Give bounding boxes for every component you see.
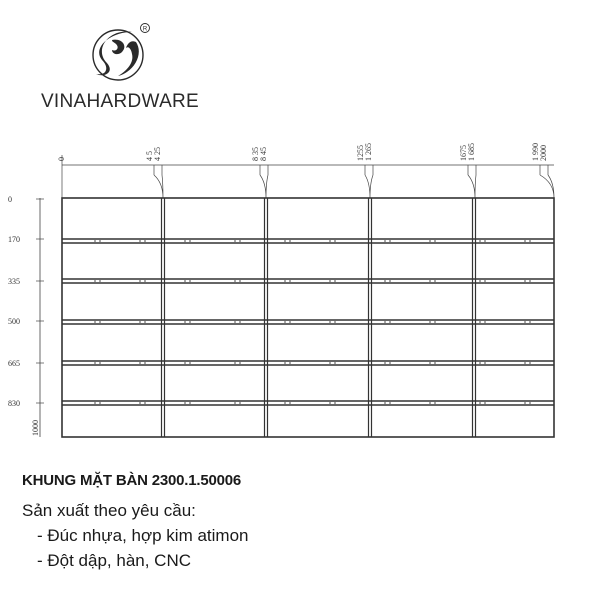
- rail-hole: [484, 402, 486, 404]
- svg-text:R: R: [142, 26, 148, 33]
- rail-hole: [334, 321, 336, 323]
- rail-hole: [389, 362, 391, 364]
- left-dimension-label: 335: [8, 277, 20, 286]
- rail-hole: [289, 402, 291, 404]
- rail-hole: [99, 362, 101, 364]
- rail-hole: [139, 240, 141, 242]
- rail-hole: [484, 280, 486, 282]
- rail-hole: [99, 321, 101, 323]
- rail-hole: [234, 321, 236, 323]
- rail-hole: [479, 362, 481, 364]
- top-dimension-label: 1 265: [364, 143, 373, 161]
- rail-hole: [529, 402, 531, 404]
- rail-hole: [139, 362, 141, 364]
- rail-hole: [144, 402, 146, 404]
- rail-hole: [389, 402, 391, 404]
- rail-hole: [234, 240, 236, 242]
- rail-hole: [189, 280, 191, 282]
- rail-hole: [234, 280, 236, 282]
- rail-hole: [524, 240, 526, 242]
- rail-hole: [184, 280, 186, 282]
- rail-hole: [289, 240, 291, 242]
- rail-hole: [384, 240, 386, 242]
- rail-hole: [94, 362, 96, 364]
- rail-hole: [429, 280, 431, 282]
- top-dimension-label: 1675: [459, 145, 468, 161]
- rail-hole: [144, 240, 146, 242]
- rail-hole: [429, 240, 431, 242]
- rail-hole: [334, 280, 336, 282]
- rail-hole: [189, 321, 191, 323]
- top-dimension-label: 0: [57, 157, 66, 161]
- rail-hole: [239, 280, 241, 282]
- rail-hole: [139, 402, 141, 404]
- rail-hole: [184, 321, 186, 323]
- top-dimension-label: 1 685: [467, 143, 476, 161]
- table-frame-drawing: [0, 125, 600, 455]
- rail-hole: [189, 402, 191, 404]
- top-dimension-label: 4 5: [145, 151, 154, 161]
- rail-hole: [384, 321, 386, 323]
- rail-hole: [284, 362, 286, 364]
- rail-hole: [144, 362, 146, 364]
- left-dimension-label: 170: [8, 235, 20, 244]
- dimension-leader: [468, 175, 476, 198]
- rail-hole: [529, 280, 531, 282]
- rail-hole: [189, 362, 191, 364]
- subtitle: Sản xuất theo yêu cầu:: [22, 501, 196, 520]
- rail-hole: [239, 362, 241, 364]
- top-dimension-label: 2000: [539, 145, 548, 161]
- top-dimension-label: 4 25: [153, 147, 162, 161]
- dimension-leader: [260, 175, 268, 198]
- rail-hole: [239, 402, 241, 404]
- rail-hole: [94, 321, 96, 323]
- rail-hole: [284, 321, 286, 323]
- brand-name: VINAHARDWARE: [40, 91, 200, 112]
- rail-hole: [234, 402, 236, 404]
- top-dimension-label: 1255: [356, 145, 365, 161]
- rail-hole: [184, 240, 186, 242]
- rail-hole: [99, 240, 101, 242]
- rail-hole: [429, 402, 431, 404]
- rail-hole: [284, 280, 286, 282]
- rail-hole: [529, 240, 531, 242]
- rail-hole: [139, 321, 141, 323]
- rail-hole: [184, 402, 186, 404]
- rail-hole: [139, 280, 141, 282]
- rail-hole: [329, 240, 331, 242]
- rail-hole: [434, 321, 436, 323]
- rail-hole: [284, 240, 286, 242]
- rail-hole: [484, 240, 486, 242]
- dimension-leader: [154, 175, 163, 198]
- rail-hole: [484, 362, 486, 364]
- rail-hole: [329, 362, 331, 364]
- rail-hole: [289, 280, 291, 282]
- rail-hole: [234, 362, 236, 364]
- rail-hole: [94, 280, 96, 282]
- rail-hole: [524, 362, 526, 364]
- rail-hole: [384, 280, 386, 282]
- rail-hole: [479, 280, 481, 282]
- rail-hole: [289, 362, 291, 364]
- top-dimension-label: 8 45: [259, 147, 268, 161]
- rail-hole: [334, 362, 336, 364]
- rail-hole: [524, 402, 526, 404]
- rail-hole: [389, 280, 391, 282]
- rail-hole: [384, 362, 386, 364]
- left-dimension-label: 0: [8, 195, 12, 204]
- rail-hole: [94, 240, 96, 242]
- rail-hole: [144, 321, 146, 323]
- left-dimension-label: 500: [8, 317, 20, 326]
- dimension-leader: [365, 175, 373, 198]
- rail-hole: [529, 362, 531, 364]
- brand-block: [20, 18, 220, 112]
- rail-hole: [239, 321, 241, 323]
- rail-hole: [184, 362, 186, 364]
- rail-hole: [479, 321, 481, 323]
- rail-hole: [434, 402, 436, 404]
- rail-hole: [189, 240, 191, 242]
- rail-hole: [239, 240, 241, 242]
- rail-hole: [329, 280, 331, 282]
- rail-hole: [334, 240, 336, 242]
- rail-hole: [529, 321, 531, 323]
- list-item-casting: - Đúc nhựa, hợp kim atimon: [37, 526, 249, 545]
- rail-hole: [99, 280, 101, 282]
- caption-block: [22, 472, 582, 573]
- dimension-leader: [540, 175, 554, 198]
- left-dimension-label: 830: [8, 399, 20, 408]
- rail-hole: [434, 280, 436, 282]
- top-dimension-label: 8 35: [251, 147, 260, 161]
- rail-hole: [329, 321, 331, 323]
- rail-hole: [99, 402, 101, 404]
- top-dimension-label: 1 990: [531, 143, 540, 161]
- rail-hole: [524, 280, 526, 282]
- rail-hole: [289, 321, 291, 323]
- rail-hole: [284, 402, 286, 404]
- rail-hole: [479, 240, 481, 242]
- rail-hole: [484, 321, 486, 323]
- rail-hole: [434, 240, 436, 242]
- rail-hole: [389, 240, 391, 242]
- rail-hole: [429, 362, 431, 364]
- rail-hole: [334, 402, 336, 404]
- list-item-stamping: - Đột dập, hàn, CNC: [37, 551, 192, 570]
- left-dimension-label: 1000: [31, 420, 40, 436]
- rail-hole: [94, 402, 96, 404]
- rail-hole: [384, 402, 386, 404]
- rail-hole: [429, 321, 431, 323]
- rail-hole: [524, 321, 526, 323]
- rail-hole: [434, 362, 436, 364]
- rail-hole: [389, 321, 391, 323]
- product-title: KHUNG MẶT BÀN 2300.1.50006: [22, 472, 242, 489]
- vinahardware-logo-icon: [82, 18, 158, 88]
- rail-hole: [329, 402, 331, 404]
- left-dimension-label: 665: [8, 359, 20, 368]
- rail-hole: [479, 402, 481, 404]
- rail-hole: [144, 280, 146, 282]
